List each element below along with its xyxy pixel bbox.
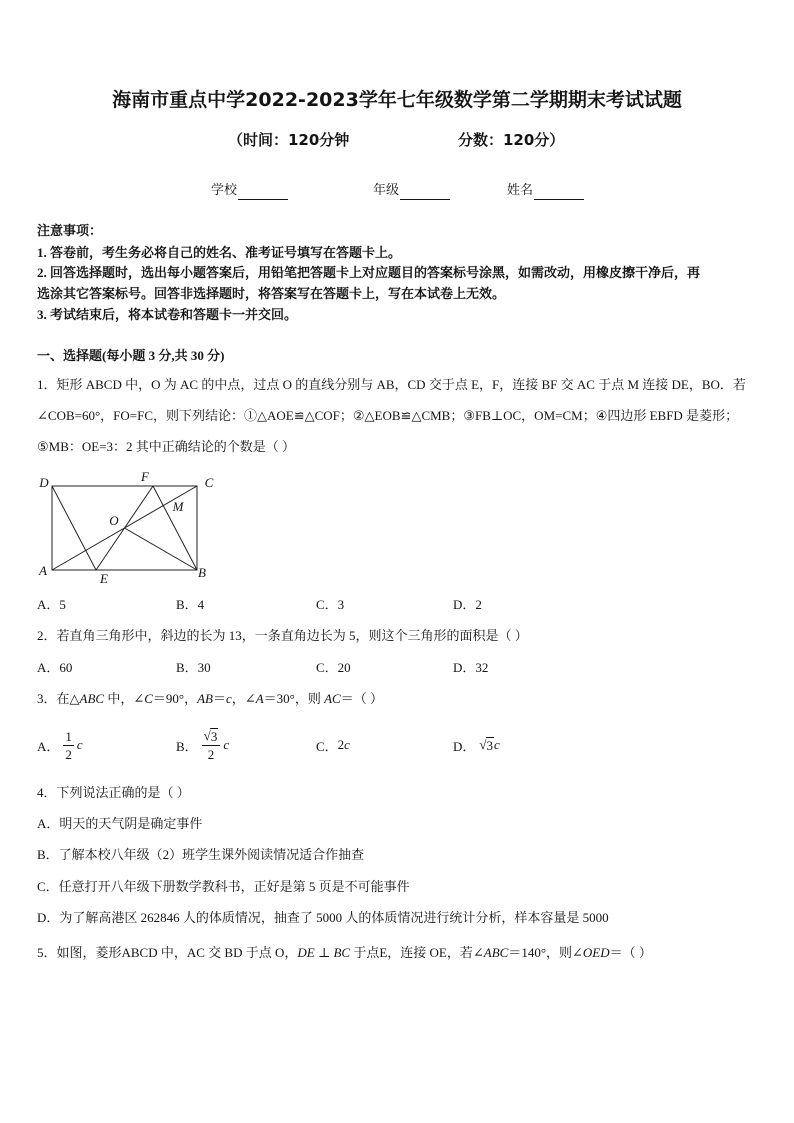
numerator [202,728,221,746]
q2-choice-b: B．30 [176,660,211,675]
label-f: F [141,469,149,484]
q5-seg: BC [333,945,351,960]
note-line: 2. 回答选择题时，选出每小题答案后，用铅笔把答题卡上对应题目的答案标号涂黑，如需改动，用橡皮擦干净后，再 [37,265,701,280]
q3-choice-d [453,727,500,763]
q3-seg: ABC [79,691,105,706]
school-field [211,180,288,200]
variable-c: c [344,737,350,752]
q3-seg: ＝90°， [152,691,198,706]
radical-sign: √ [203,728,211,743]
fraction [202,728,221,762]
radicand: 3 [486,738,494,753]
q4-option-a: A．明天的天气阴是确定事件 [37,816,203,831]
q3-seg: 3．在△ [37,691,80,706]
q1-text-line: 1．矩形 ABCD 中，O 为 AC 的中点，过点 O 的直线分别与 AB，CD 交于点 E，F，连接 BF 交 AC 于点 M 连接 DE，BO．若 [37,377,746,392]
label-b: B [198,565,206,580]
grade-field [373,180,450,200]
exam-title: 海南市重点中学2022-2023学年七年级数学第二学期期末考试试题 [112,89,682,111]
section-heading: 一、选择题(每小题 3 分,共 30 分) [37,348,225,363]
q1-rectangle-figure [30,465,225,587]
note-line: 3. 考试结束后，将本试卷和答题卡一并交回。 [37,307,298,322]
q3-seg: c [226,691,232,706]
school-label: 学校 [211,182,238,197]
notes-title: 注意事项： [37,223,103,238]
q2-choice-a: A．60 [37,660,73,675]
label-d: D [39,475,49,490]
radical-sign: √ [479,737,487,752]
fraction [63,729,74,762]
variable-c: c [494,737,500,752]
q5-seg: 于点E，连接 OE，若∠ [350,945,484,960]
q1-text-line: ⑤MB：OE=3：2 其中正确结论的个数是（ ） [37,439,296,454]
q1-choice-d: D．2 [453,597,482,612]
square-root [479,737,494,753]
q3-choice-b-letter: B． [176,738,198,754]
q2-choice-c: C．20 [316,660,351,675]
q5-seg: 5．如图，菱形ABCD 中，AC 交 BD 于点 O， [37,945,298,960]
name-blank [534,185,584,200]
q4-option-d: D．为了解高港区 262846 人的体质情况，抽查了 5000 人的体质情况进行统计分析，样本容量是 5000 [37,910,609,925]
q3-text [37,689,759,709]
square-root [204,728,219,744]
coefficient: 2 [337,737,345,752]
exam-score: 分数：120分） [458,131,565,149]
q3-seg: C [144,691,153,706]
denominator: 2 [65,746,72,762]
q4-option-b: B．了解本校八年级（2）班学生课外阅读情况适合作抽查 [37,847,365,862]
q5-seg: ⊥ [314,945,334,960]
q3-choice-c-letter: C． [316,738,338,754]
q5-seg: ABC [483,945,509,960]
q5-seg: OED [582,945,610,960]
q3-seg: A [255,691,264,706]
note-line: 1. 答卷前，考生务必将自己的姓名、准考证号填写在答题卡上。 [37,245,402,260]
q3-seg: AC [324,691,341,706]
name-label: 姓名 [507,182,534,197]
exam-time: （时间：120分钟 [228,131,350,149]
label-e: E [100,571,108,586]
label-a: A [39,563,47,578]
denominator: 2 [207,747,215,762]
q1-text-line: ∠COB=60°，FO=FC，则下列结论：①△AOE≌△COF；②△EOB≌△CMB；③FB⊥OC，OM=CM；④四边形 EBFD 是菱形； [37,408,739,423]
q5-seg: ＝（ ） [609,945,652,960]
q3-seg: ，∠ [231,691,256,706]
radicand: 3 [210,729,218,744]
q1-choice-c: C．3 [316,597,345,612]
q3-seg: ＝（ ） [340,691,383,706]
q1-choice-a: A．5 [37,597,66,612]
q2-choice-d: D．32 [453,660,489,675]
q4-text: 4．下列说法正确的是（ ） [37,785,190,800]
q2-text: 2．若直角三角形中，斜边的长为 13，一条直角边长为 5，则这个三角形的面积是（ ） [37,628,528,643]
q3-choice-c [316,727,350,763]
q5-seg: ＝140°，则∠ [508,945,583,960]
q3-choice-a [37,727,83,763]
variable-c: c [223,737,230,752]
q3-seg: 中，∠ [104,691,145,706]
q3-seg: AB [197,691,213,706]
label-m: M [172,499,184,514]
school-blank [238,185,288,200]
q5-seg: DE [297,945,315,960]
note-line: 选涂其它答案标号。回答非选择题时，将答案写在答题卡上，写在本试卷上无效。 [37,286,506,301]
q3-seg: ＝ [212,691,226,706]
q3-choice-a-letter: A． [37,738,60,754]
q3-choice-b [176,727,229,763]
name-field [507,180,584,200]
label-c: C [204,475,214,490]
q5-text [37,943,759,963]
variable-c: c [76,737,83,752]
q3-choice-d-letter: D． [453,738,476,754]
q3-seg: ＝30°，则 [263,691,325,706]
q1-choice-b: B．4 [176,597,205,612]
grade-label: 年级 [373,182,400,197]
q4-option-c: C．任意打开八年级下册数学教科书，正好是第 5 页是不可能事件 [37,879,410,894]
numerator: 1 [65,728,72,744]
grade-blank [400,185,450,200]
label-o: O [109,513,119,528]
